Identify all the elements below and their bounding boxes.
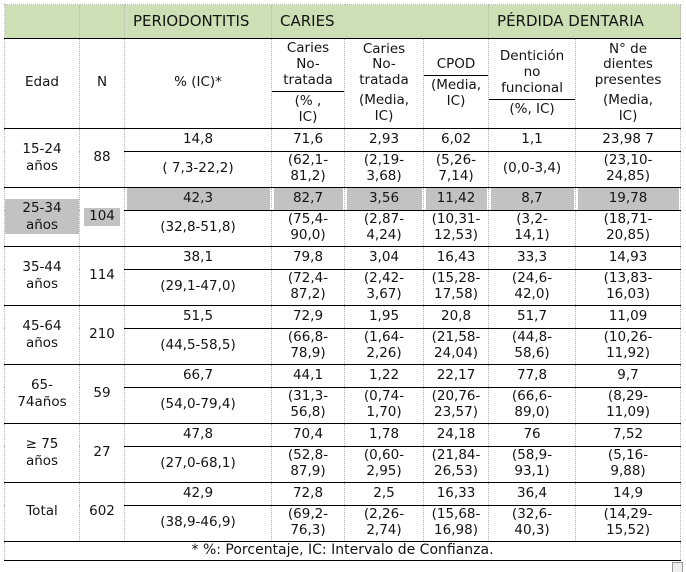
row-n: 104 (80, 187, 125, 246)
cell-cpod-ic: (10,31-12,53) (424, 210, 489, 246)
row-label-edad: 25-34 años (5, 187, 80, 246)
cell-cpod-value: 11,42 (424, 187, 489, 210)
cell-caries-no-tratada-media-ic: (2,42-3,67) (345, 269, 424, 305)
cell-caries-no-tratada-pct-ic: (75,4-90,0) (272, 210, 345, 246)
cell-pct-ic-value: 47,8 (125, 423, 272, 446)
column-header-n: N (80, 39, 125, 129)
cell-cpod-value: 16,43 (424, 246, 489, 269)
cell-caries-no-tratada-media-value: 2,5 (345, 482, 424, 505)
cell-denticion-no-funcional-ic: (32,6-40,3) (489, 505, 576, 541)
cell-caries-no-tratada-pct-ic: (72,4-87,2) (272, 269, 345, 305)
cell-n-dientes-presentes-value: 7,52 (576, 423, 681, 446)
cell-n-dientes-presentes-value: 9,7 (576, 364, 681, 387)
cell-caries-no-tratada-pct-ic: (52,8-87,9) (272, 446, 345, 482)
row-label-edad: 15-24 años (5, 128, 80, 187)
column-header-row (5, 39, 681, 129)
prevalence-table (4, 4, 681, 561)
cell-cpod-value: 6,02 (424, 128, 489, 151)
cell-caries-no-tratada-media-value: 1,22 (345, 364, 424, 387)
cell-caries-no-tratada-pct-value: 72,9 (272, 305, 345, 328)
table-row-values (5, 128, 681, 151)
cell-denticion-no-funcional-value: 77,8 (489, 364, 576, 387)
cell-cpod-ic: (15,68-16,98) (424, 505, 489, 541)
cell-cpod-ic: (5,26-7,14) (424, 151, 489, 187)
cell-caries-no-tratada-media-value: 3,56 (345, 187, 424, 210)
row-label-edad: 45-64 años (5, 305, 80, 364)
table-row-values (5, 305, 681, 328)
cell-caries-no-tratada-media-ic: (2,19-3,68) (345, 151, 424, 187)
cell-n-dientes-presentes-ic: (5,16-9,88) (576, 446, 681, 482)
table-row-values (5, 482, 681, 505)
cell-denticion-no-funcional-ic: (24,6-42,0) (489, 269, 576, 305)
group-header-periodontitis: PERIODONTITIS (125, 5, 272, 39)
group-header-caries: CARIES (272, 5, 489, 39)
cell-pct-ic-ic: (32,8-51,8) (125, 210, 272, 246)
cell-denticion-no-funcional-ic: (44,8-58,6) (489, 328, 576, 364)
footnote: * %: Porcentaje, IC: Intervalo de Confianza. (5, 541, 681, 560)
cell-cpod-value: 16,33 (424, 482, 489, 505)
row-n: 88 (80, 128, 125, 187)
cell-cpod-ic: (21,84-26,53) (424, 446, 489, 482)
cell-n-dientes-presentes-ic: (23,10-24,85) (576, 151, 681, 187)
cell-pct-ic-ic: (44,5-58,5) (125, 328, 272, 364)
group-header-row (5, 5, 681, 39)
row-label-edad: Total (5, 482, 80, 541)
column-header-cpod: CPOD (Media, IC) (424, 39, 489, 129)
row-label-edad: 35-44 años (5, 246, 80, 305)
row-n: 602 (80, 482, 125, 541)
cell-n-dientes-presentes-ic: (13,83-16,03) (576, 269, 681, 305)
cell-caries-no-tratada-media-ic: (1,64-2,26) (345, 328, 424, 364)
table-row-values (5, 364, 681, 387)
cell-caries-no-tratada-media-value: 3,04 (345, 246, 424, 269)
cell-caries-no-tratada-media-value: 2,93 (345, 128, 424, 151)
table-wrapper (4, 4, 681, 561)
cell-denticion-no-funcional-value: 51,7 (489, 305, 576, 328)
cell-n-dientes-presentes-value: 14,93 (576, 246, 681, 269)
cell-caries-no-tratada-pct-value: 79,8 (272, 246, 345, 269)
column-header-n-dientes-presentes: N° de dientes presentes (Media, IC) (576, 39, 681, 129)
cell-denticion-no-funcional-value: 8,7 (489, 187, 576, 210)
row-n: 59 (80, 364, 125, 423)
cell-pct-ic-ic: ( 7,3-22,2) (125, 151, 272, 187)
row-n: 27 (80, 423, 125, 482)
cell-caries-no-tratada-pct-ic: (31,3-56,8) (272, 387, 345, 423)
cell-caries-no-tratada-pct-ic: (69,2-76,3) (272, 505, 345, 541)
cell-denticion-no-funcional-value: 36,4 (489, 482, 576, 505)
table-row-values (5, 187, 681, 210)
cell-cpod-ic: (20,76-23,57) (424, 387, 489, 423)
column-header-caries-no-tratada-media: Caries No-tratada (Media, IC) (345, 39, 424, 129)
cell-cpod-value: 24,18 (424, 423, 489, 446)
cell-n-dientes-presentes-value: 19,78 (576, 187, 681, 210)
column-header-denticion-no-funcional: Dentición no funcional (%, IC) (489, 39, 576, 129)
column-header-edad: Edad (5, 39, 80, 129)
cell-pct-ic-ic: (54,0-79,4) (125, 387, 272, 423)
column-header-caries-no-tratada-pct: Caries No-tratada (% , IC) (272, 39, 345, 129)
cell-caries-no-tratada-pct-value: 82,7 (272, 187, 345, 210)
cell-cpod-value: 20,8 (424, 305, 489, 328)
cell-cpod-ic: (15,28-17,58) (424, 269, 489, 305)
cell-caries-no-tratada-media-ic: (0,60-2,95) (345, 446, 424, 482)
cell-denticion-no-funcional-ic: (0,0-3,4) (489, 151, 576, 187)
table-row-values (5, 423, 681, 446)
cell-denticion-no-funcional-value: 33,3 (489, 246, 576, 269)
footnote-row (5, 541, 681, 560)
table-resize-handle[interactable] (672, 562, 683, 572)
cell-pct-ic-value: 38,1 (125, 246, 272, 269)
cell-caries-no-tratada-media-ic: (0,74-1,70) (345, 387, 424, 423)
group-header-corner-edad (5, 5, 80, 39)
cell-denticion-no-funcional-value: 1,1 (489, 128, 576, 151)
cell-denticion-no-funcional-ic: (58,9-93,1) (489, 446, 576, 482)
cell-n-dientes-presentes-ic: (14,29-15,52) (576, 505, 681, 541)
cell-caries-no-tratada-pct-ic: (66,8-78,9) (272, 328, 345, 364)
cell-cpod-value: 22,17 (424, 364, 489, 387)
group-header-perdida-dentaria: PÉRDIDA DENTARIA (489, 5, 681, 39)
cell-pct-ic-value: 14,8 (125, 128, 272, 151)
cell-n-dientes-presentes-value: 14,9 (576, 482, 681, 505)
cell-n-dientes-presentes-ic: (10,26-11,92) (576, 328, 681, 364)
cell-denticion-no-funcional-ic: (66,6-89,0) (489, 387, 576, 423)
cell-pct-ic-ic: (38,9-46,9) (125, 505, 272, 541)
cell-pct-ic-ic: (29,1-47,0) (125, 269, 272, 305)
cell-denticion-no-funcional-value: 76 (489, 423, 576, 446)
cell-n-dientes-presentes-ic: (8,29-11,09) (576, 387, 681, 423)
cell-caries-no-tratada-pct-value: 71,6 (272, 128, 345, 151)
cell-denticion-no-funcional-ic: (3,2-14,1) (489, 210, 576, 246)
cell-cpod-ic: (21,58-24,04) (424, 328, 489, 364)
cell-caries-no-tratada-media-ic: (2,87-4,24) (345, 210, 424, 246)
table-row-values (5, 246, 681, 269)
cell-caries-no-tratada-media-value: 1,95 (345, 305, 424, 328)
cell-pct-ic-value: 51,5 (125, 305, 272, 328)
cell-caries-no-tratada-media-ic: (2,26-2,74) (345, 505, 424, 541)
row-n: 114 (80, 246, 125, 305)
cell-n-dientes-presentes-ic: (18,71-20,85) (576, 210, 681, 246)
row-label-edad: 65-74años (5, 364, 80, 423)
cell-caries-no-tratada-pct-value: 44,1 (272, 364, 345, 387)
cell-pct-ic-value: 42,3 (125, 187, 272, 210)
cell-caries-no-tratada-pct-value: 70,4 (272, 423, 345, 446)
cell-n-dientes-presentes-value: 23,98 7 (576, 128, 681, 151)
row-n: 210 (80, 305, 125, 364)
column-header-pct-ic: % (IC)* (125, 39, 272, 129)
cell-caries-no-tratada-pct-ic: (62,1-81,2) (272, 151, 345, 187)
row-label-edad: ≥ 75 años (5, 423, 80, 482)
cell-caries-no-tratada-media-value: 1,78 (345, 423, 424, 446)
cell-caries-no-tratada-pct-value: 72,8 (272, 482, 345, 505)
cell-n-dientes-presentes-value: 11,09 (576, 305, 681, 328)
group-header-corner-n (80, 5, 125, 39)
cell-pct-ic-ic: (27,0-68,1) (125, 446, 272, 482)
cell-pct-ic-value: 66,7 (125, 364, 272, 387)
cell-pct-ic-value: 42,9 (125, 482, 272, 505)
